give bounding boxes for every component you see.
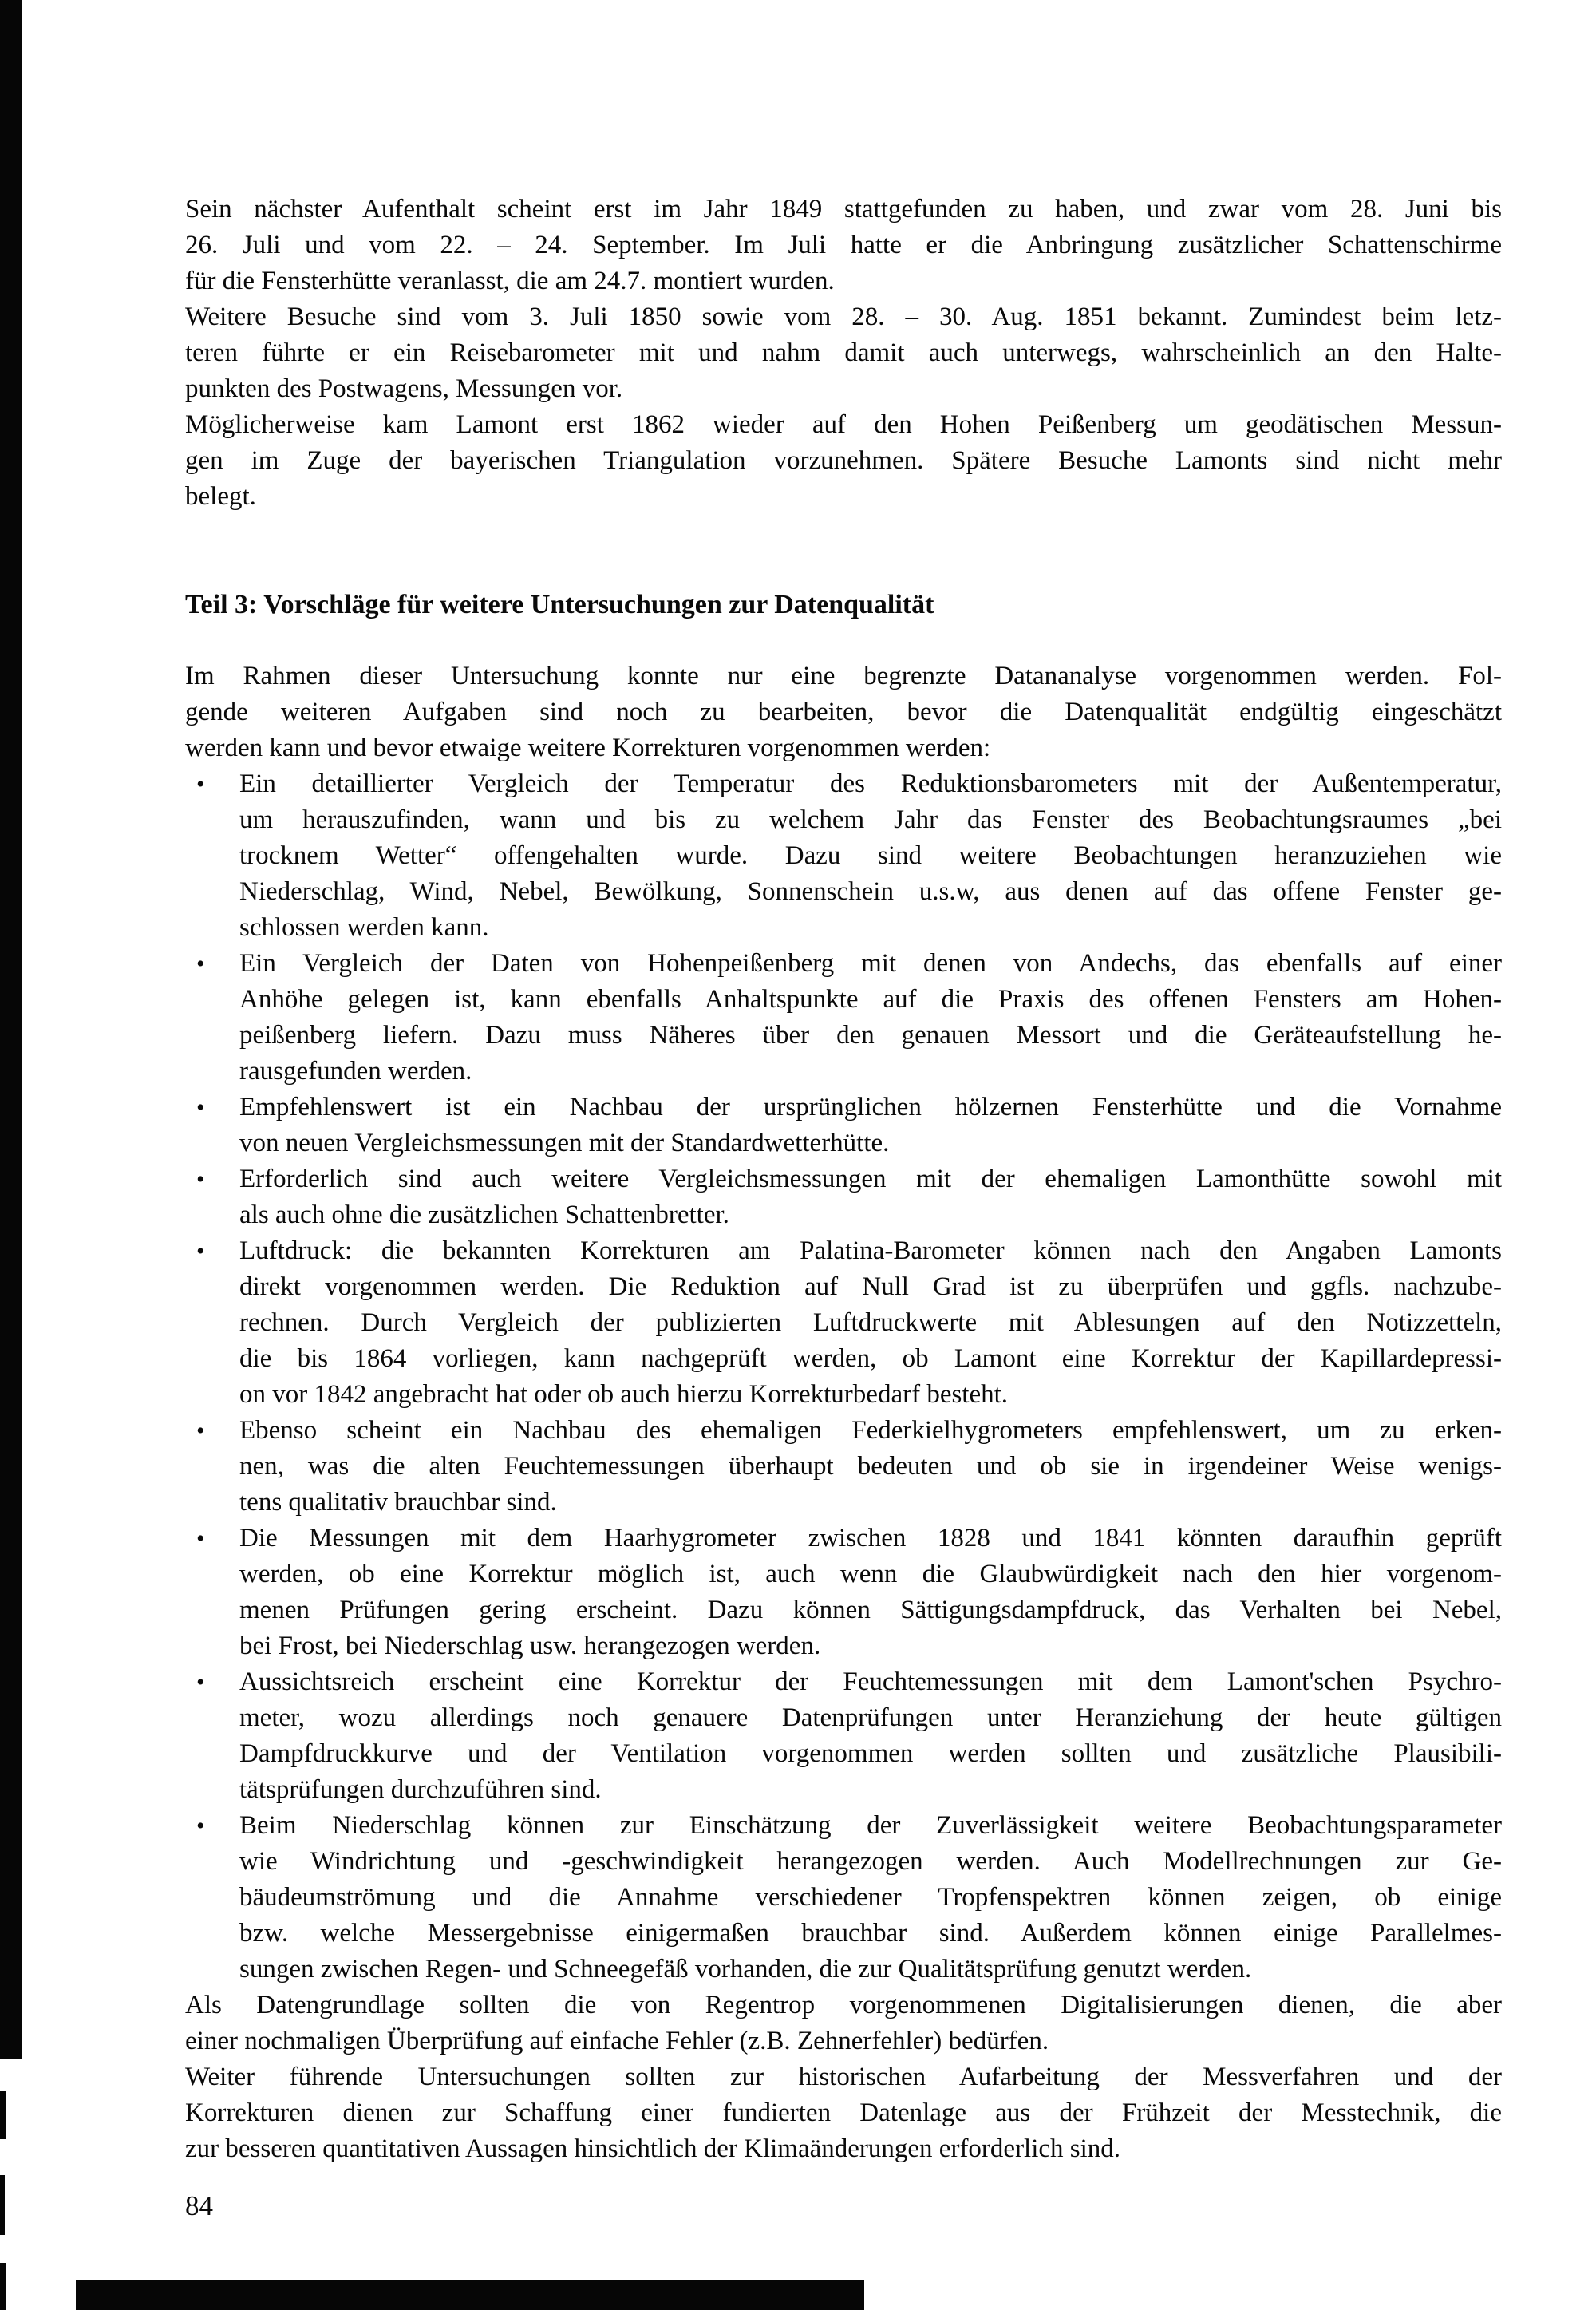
text-line: Sein nächster Aufenthalt scheint erst im Jahr 1849 stattgefunden zu haben, und zwar vom 28. Juni bis (185, 195, 1502, 223)
text-line: Dampfdruckkurve und der Ventilation vorgenommen werden sollten und zusätzliche Plausibili- (239, 1739, 1502, 1768)
bullet-item (185, 1808, 1502, 1988)
text-line: peißenberg liefern. Dazu muss Näheres über den genauen Messort und die Geräteaufstellung he- (239, 1021, 1502, 1050)
text-line: die bis 1864 vorliegen, kann nachgeprüft werden, ob Lamont eine Korrektur der Kapillardepressi- (239, 1344, 1502, 1373)
text-line: Empfehlenswert ist ein Nachbau der ursprünglichen hölzernen Fensterhütte und die Vornahme (239, 1093, 1502, 1121)
bullet-marker: • (196, 1166, 205, 1193)
text-line: Aussichtsreich erscheint eine Korrektur der Feuchtemessungen mit dem Lamont'schen Psychro- (239, 1667, 1502, 1696)
text-line: tens qualitativ brauchbar sind. (239, 1488, 557, 1517)
text-line: nen, was die alten Feuchtemessungen überhaupt bedeuten und ob sie in irgendeiner Weise wenigs- (239, 1452, 1502, 1481)
text-line: Ein detaillierter Vergleich der Temperatur des Reduktionsbarometers mit der Außentemperatur, (239, 769, 1502, 798)
bullet-marker: • (196, 1094, 205, 1121)
text-line: Erforderlich sind auch weitere Vergleichsmessungen mit der ehemaligen Lamonthütte sowohl mit (239, 1165, 1502, 1193)
text-line: für die Fensterhütte veranlasst, die am 24.7. montiert wurden. (185, 267, 835, 295)
text-line: rausgefunden werden. (239, 1057, 472, 1086)
text-line: Die Messungen mit dem Haarhygrometer zwischen 1828 und 1841 könnten daraufhin geprüft (239, 1524, 1502, 1553)
text-line: als auch ohne die zusätzlichen Schattenbretter. (239, 1200, 729, 1229)
paragraph-weiter (185, 2059, 1502, 2167)
text-line: Anhöhe gelegen ist, kann ebenfalls Anhaltspunkte auf die Praxis des offenen Fensters am Hohen- (239, 985, 1502, 1014)
text-line: direkt vorgenommen werden. Die Reduktion auf Null Grad ist zu überprüfen und ggfls. nachzube- (239, 1272, 1502, 1301)
scan-artifact-left-bar (0, 0, 22, 2059)
text-line: Luftdruck: die bekannten Korrekturen am Palatina-Barometer können nach den Angaben Lamonts (239, 1236, 1502, 1265)
bullet-marker: • (196, 1418, 205, 1444)
bullet-marker: • (196, 1813, 205, 1839)
bullet-marker: • (196, 1525, 205, 1552)
text-line: um herauszufinden, wann und bis zu welchem Jahr das Fenster des Beobachtungsraumes „bei (239, 805, 1502, 834)
page-text-block (185, 192, 1502, 2167)
page-number: 84 (185, 2190, 213, 2221)
text-line: Im Rahmen dieser Untersuchung konnte nur eine begrenzte Datananalyse vorgenommen werden. Fol- (185, 662, 1502, 690)
text-line: rechnen. Durch Vergleich der publizierten Luftdruckwerte mit Ablesungen auf den Notizzetteln, (239, 1308, 1502, 1337)
text-line: Ebenso scheint ein Nachbau des ehemaligen Federkielhygrometers empfehlenswert, um zu erken- (239, 1416, 1502, 1445)
bullet-item (185, 766, 1502, 946)
paragraph-aufenthalt (185, 192, 1502, 299)
text-line: Als Datengrundlage sollten die von Regentrop vorgenommenen Digitalisierungen dienen, die aber (185, 1991, 1502, 2019)
bullet-marker: • (196, 771, 205, 797)
paragraph-rahmen (185, 659, 1502, 766)
text-line: gende weiteren Aufgaben sind noch zu bearbeiten, bevor die Datenqualität endgültig eingeschätzt (185, 698, 1502, 726)
scan-artifact-left-dash (0, 2263, 6, 2310)
text-line: sungen zwischen Regen- und Schneegefäß vorhanden, die zur Qualitätsprüfung genutzt werden. (239, 1955, 1252, 1984)
text-line: menen Prüfungen gering erscheint. Dazu können Sättigungsdampfdruck, das Verhalten bei Nebel, (239, 1596, 1502, 1624)
text-line: werden, ob eine Korrektur möglich ist, auch wenn die Glaubwürdigkeit nach den hier vorgenom- (239, 1560, 1502, 1588)
text-line: von neuen Vergleichsmessungen mit der Standardwetterhütte. (239, 1129, 890, 1157)
paragraph-lamont (185, 407, 1502, 515)
text-line: werden kann und bevor etwaige weitere Korrekturen vorgenommen werden: (185, 734, 991, 762)
text-line: wie Windrichtung und -geschwindigkeit herangezogen werden. Auch Modellrechnungen zur Ge- (239, 1847, 1502, 1876)
paragraph-datengrundlage (185, 1988, 1502, 2059)
text-line: bäudeumströmung und die Annahme verschiedener Tropfenspektren können zeigen, ob einige (239, 1883, 1502, 1912)
section-heading-teil3: Teil 3: Vorschläge für weitere Untersuchungen zur Datenqualität (185, 590, 934, 619)
scan-artifact-bottom-bar (76, 2280, 864, 2310)
bullet-marker: • (196, 951, 205, 977)
bullet-item (185, 1090, 1502, 1161)
bullet-item (185, 1413, 1502, 1521)
text-line: 26. Juli und vom 22. – 24. September. Im Juli hatte er die Anbringung zusätzlicher Schattenschirme (185, 231, 1502, 259)
text-line: Weiter führende Untersuchungen sollten zur historischen Aufarbeitung der Messverfahren und der (185, 2063, 1502, 2091)
text-line: Weitere Besuche sind vom 3. Juli 1850 sowie vom 28. – 30. Aug. 1851 bekannt. Zumindest beim letz- (185, 303, 1502, 331)
text-line: teren führte er ein Reisebarometer mit und nahm damit auch unterwegs, wahrscheinlich an den Halte- (185, 338, 1502, 367)
text-line: trocknem Wetter“ offengehalten wurde. Dazu sind weitere Beobachtungen heranzuziehen wie (239, 841, 1502, 870)
text-line: einer nochmaligen Überprüfung auf einfache Fehler (z.B. Zehnerfehler) bedürfen. (185, 2027, 1049, 2055)
text-line: belegt. (185, 482, 256, 511)
text-line: tätsprüfungen durchzuführen sind. (239, 1775, 602, 1804)
bullet-item (185, 1521, 1502, 1664)
text-line: gen im Zuge der bayerischen Triangulation vorzunehmen. Spätere Besuche Lamonts sind nicht mehr (185, 446, 1502, 475)
bullet-marker: • (196, 1669, 205, 1695)
text-line: bzw. welche Messergebnisse einigermaßen brauchbar sind. Außerdem können einige Parallelmes- (239, 1919, 1502, 1948)
text-line: Ein Vergleich der Daten von Hohenpeißenberg mit denen von Andechs, das ebenfalls auf einer (239, 949, 1502, 978)
bullet-item (185, 1233, 1502, 1413)
paragraph-besuche (185, 299, 1502, 407)
text-line: punkten des Postwagens, Messungen vor. (185, 374, 623, 403)
text-line: Beim Niederschlag können zur Einschätzung der Zuverlässigkeit weitere Beobachtungsparameter (239, 1811, 1502, 1840)
text-line: meter, wozu allerdings noch genauere Datenprüfungen unter Heranziehung der heute gültigen (239, 1703, 1502, 1732)
text-line: zur besseren quantitativen Aussagen hinsichtlich der Klimaänderungen erforderlich sind. (185, 2134, 1121, 2163)
text-line: Möglicherweise kam Lamont erst 1862 wieder auf den Hohen Peißenberg um geodätischen Messun- (185, 410, 1502, 439)
scan-artifact-left-dash (0, 2091, 6, 2139)
bullet-item (185, 1664, 1502, 1808)
scan-artifact-left-dash (0, 2175, 5, 2235)
bullet-marker: • (196, 1238, 205, 1264)
text-line: bei Frost, bei Niederschlag usw. herangezogen werden. (239, 1632, 821, 1660)
bullet-item (185, 1161, 1502, 1233)
text-line: Korrekturen dienen zur Schaffung einer fundierten Datenlage aus der Frühzeit der Messtechnik, die (185, 2098, 1502, 2127)
bullet-item (185, 946, 1502, 1090)
text-line: schlossen werden kann. (239, 913, 489, 942)
text-line: Niederschlag, Wind, Nebel, Bewölkung, Sonnenschein u.s.w, aus denen auf das offene Fenster ge- (239, 877, 1502, 906)
text-line: on vor 1842 angebracht hat oder ob auch hierzu Korrekturbedarf besteht. (239, 1380, 1009, 1409)
